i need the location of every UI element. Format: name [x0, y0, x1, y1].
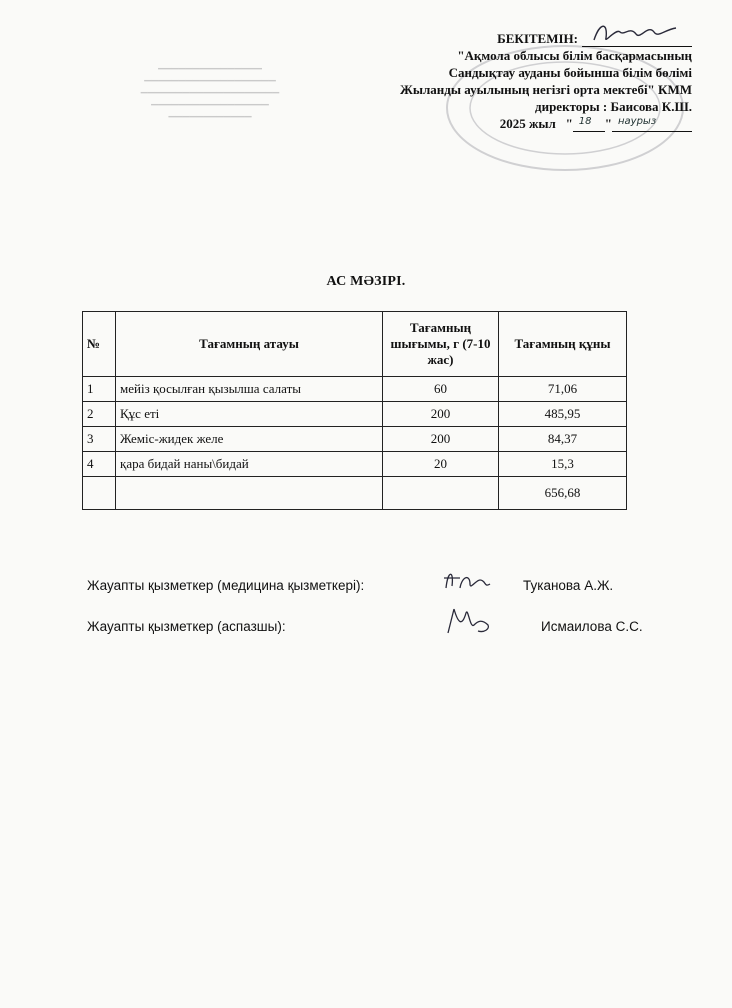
responsible-medical-name: Туканова А.Ж. — [523, 578, 614, 593]
page-title: АС МӘЗІРІ. — [326, 274, 406, 289]
approval-heading: БЕКІТЕМІН: — [497, 31, 578, 46]
approval-date: 2025 жыл " 18 " наурыз — [332, 115, 692, 132]
table-row — [83, 452, 627, 477]
menu-table — [82, 311, 627, 510]
header-yield: Тағамның шығымы, г (7-10 жас) — [383, 312, 499, 377]
date-day: 18 — [578, 116, 592, 127]
row-number: 4 — [83, 452, 116, 477]
medical-signature-icon — [440, 566, 496, 596]
bleed-through-text: ▁▁▁▁▁▁▁▁▁▁▁▁▁▁▁ ▁▁▁▁▁▁▁▁▁▁▁▁▁▁▁▁▁▁▁ ▁▁▁▁▁▁▁▁▁▁▁▁▁▁▁▁▁▁▁▁ ▁▁▁▁▁▁▁▁▁▁▁▁▁▁▁▁▁ ▁▁▁▁▁▁▁▁▁▁▁▁ — [140, 59, 280, 117]
approval-line-3: Жыланды ауылының негізгі орта мектебі" КММ — [399, 82, 692, 97]
approval-block — [332, 30, 692, 132]
table-row — [83, 377, 627, 402]
row-cost: 71,06 — [499, 377, 627, 402]
table-total-row — [83, 477, 627, 510]
director-signature-icon — [590, 20, 680, 46]
row-dish-name: Жеміс-жидек желе — [116, 427, 383, 452]
table-row — [83, 402, 627, 427]
total-cost: 656,68 — [499, 477, 627, 510]
row-yield: 200 — [383, 402, 499, 427]
approval-line-4: директоры : Баисова К.Ш. — [535, 99, 692, 114]
header-dish-name: Тағамның атауы — [116, 312, 383, 377]
row-number: 1 — [83, 377, 116, 402]
director-signature-line — [582, 32, 692, 47]
table-header-row — [83, 312, 627, 377]
table-row — [83, 427, 627, 452]
responsible-cook-name: Исмаилова С.С. — [541, 619, 643, 634]
row-yield: 200 — [383, 427, 499, 452]
header-number: № — [83, 312, 116, 377]
cook-signature-icon — [440, 603, 496, 639]
date-month: наурыз — [618, 116, 657, 127]
row-number: 2 — [83, 402, 116, 427]
row-number: 3 — [83, 427, 116, 452]
row-cost: 485,95 — [499, 402, 627, 427]
approval-line-2: Сандықтау ауданы бойынша білім бөлімі — [448, 65, 692, 80]
approval-line-1: "Ақмола облысы білім басқармасының — [457, 48, 692, 63]
row-cost: 15,3 — [499, 452, 627, 477]
row-yield: 60 — [383, 377, 499, 402]
row-yield: 20 — [383, 452, 499, 477]
row-dish-name: Құс еті — [116, 402, 383, 427]
date-prefix: 2025 жыл — [499, 116, 556, 131]
responsible-medical-label: Жауапты қызметкер (медицина қызметкері): — [87, 578, 365, 593]
row-dish-name: қара бидай наны\бидай — [116, 452, 383, 477]
header-cost: Тағамның құны — [499, 312, 627, 377]
row-dish-name: мейіз қосылған қызылша салаты — [116, 377, 383, 402]
responsible-cook-label: Жауапты қызметкер (аспазшы): — [87, 619, 286, 634]
row-cost: 84,37 — [499, 427, 627, 452]
